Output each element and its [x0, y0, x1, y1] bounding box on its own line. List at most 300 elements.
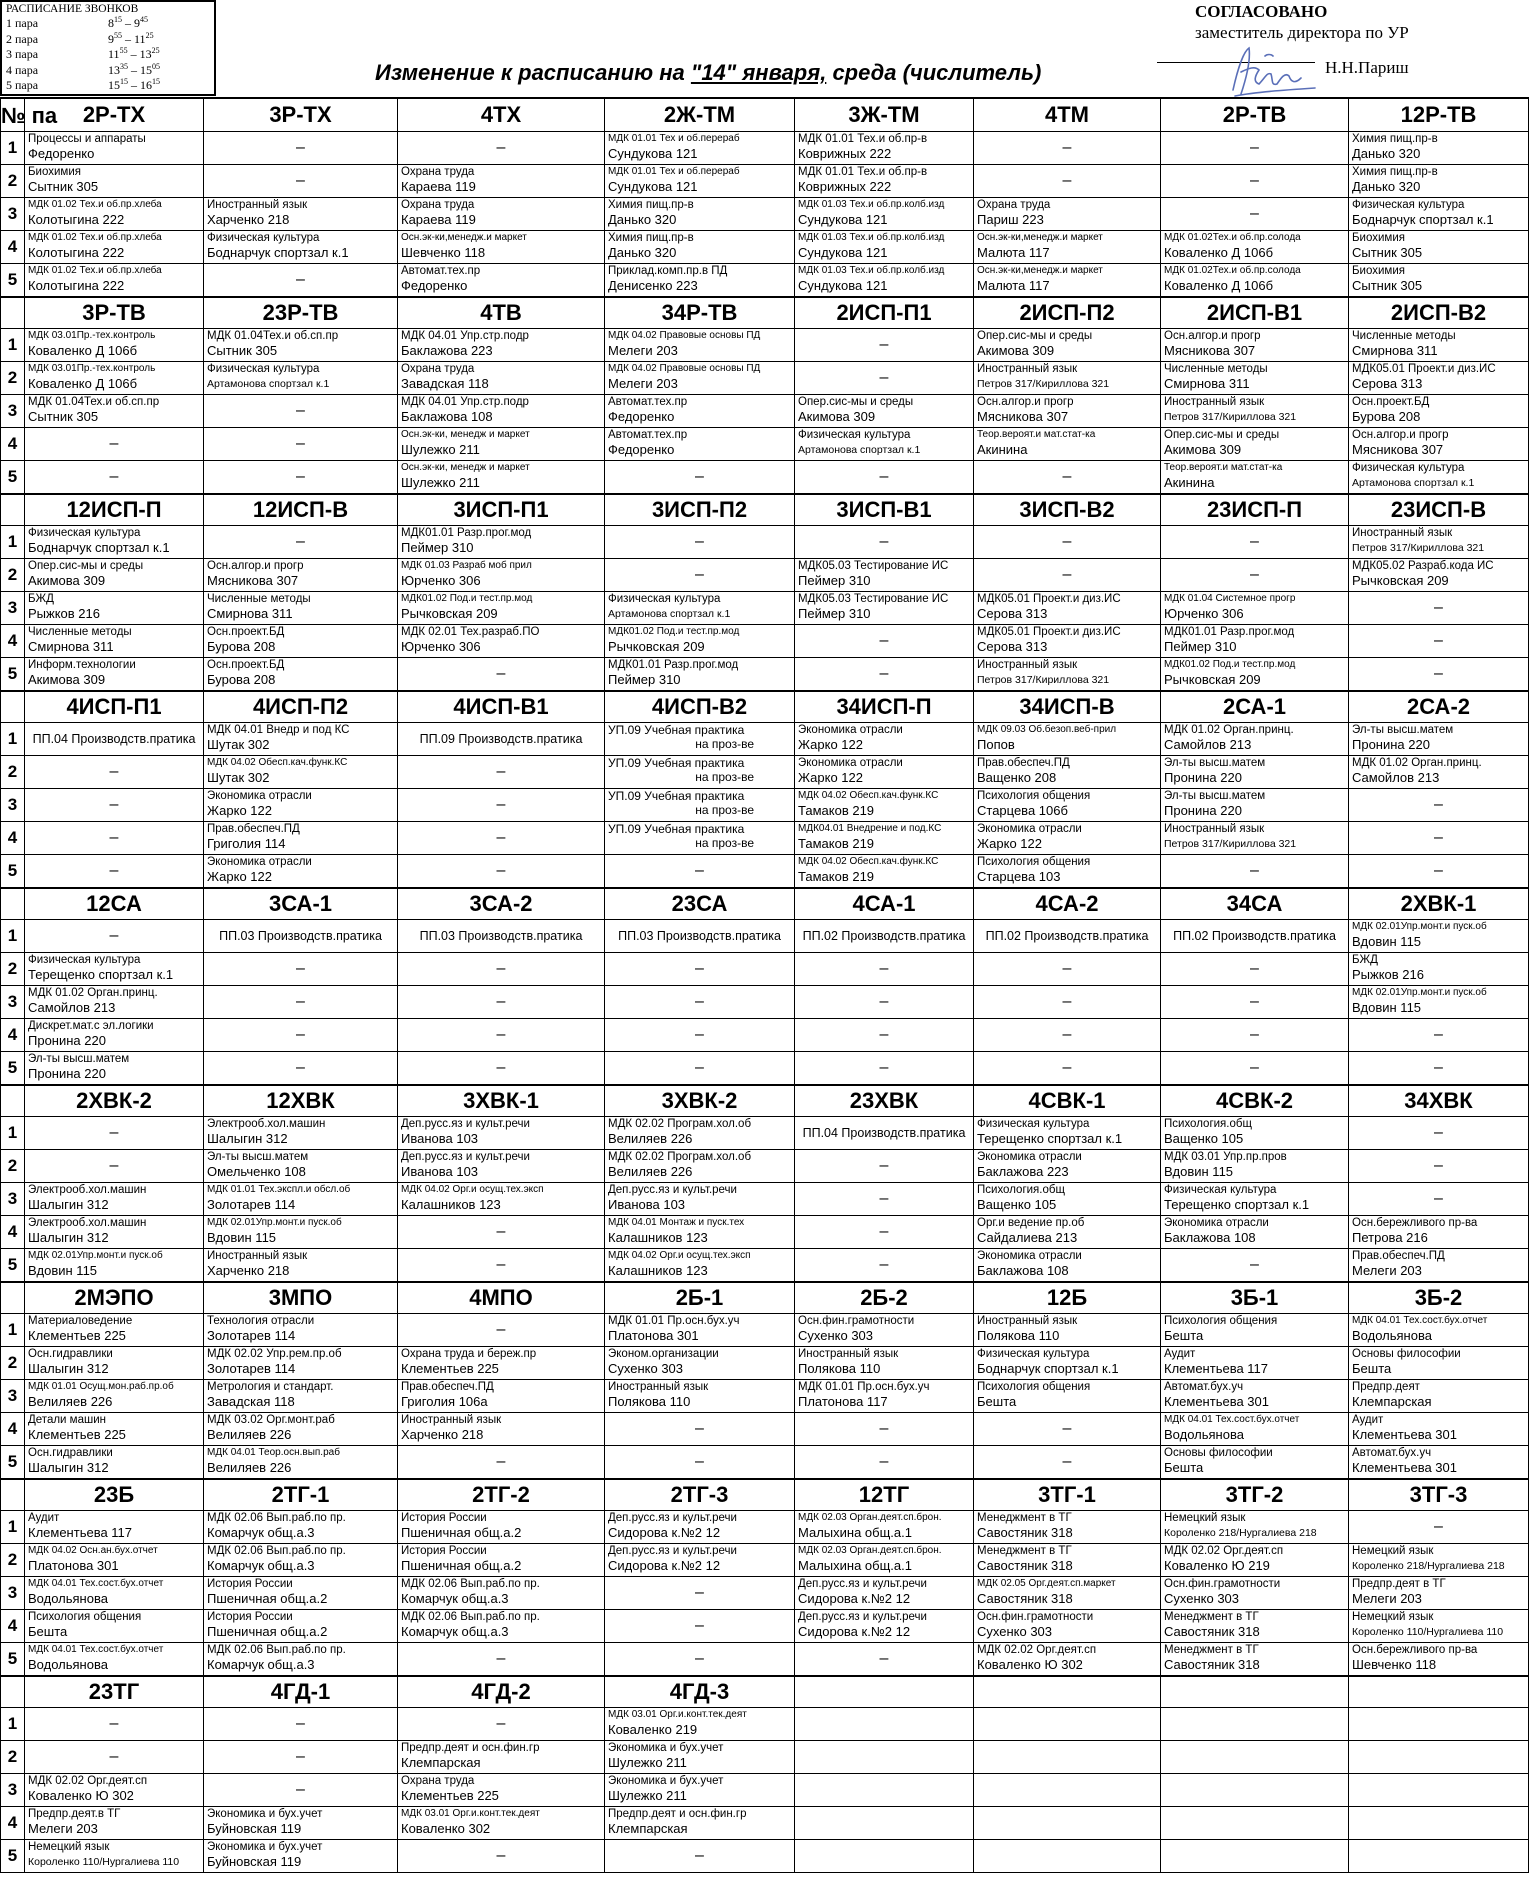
lesson-cell — [605, 231, 795, 264]
teacher-room: Сундукова 121 — [608, 179, 698, 194]
empty-dash: – — [1250, 960, 1259, 977]
practice-label: ПП.09 Производств.пратика — [419, 732, 583, 746]
teacher-room: Полякова 110 — [977, 1328, 1060, 1343]
group-name: 3Ж-ТМ — [795, 98, 974, 132]
teacher-room: Петрова 216 — [1352, 1230, 1428, 1245]
teacher-room: Вдовин 115 — [207, 1230, 277, 1245]
lesson-cell — [1161, 658, 1349, 691]
subject: МДК01.01 Разр.прог.мод — [1164, 626, 1295, 638]
group-name: 23ИСП-П — [1161, 494, 1349, 526]
teacher-room: Клемпарская — [401, 1755, 481, 1770]
subject: Менеджмент в ТГ — [977, 1545, 1072, 1557]
pair-number: 4 — [1, 428, 25, 461]
lesson-cell — [25, 953, 204, 986]
lesson-cell — [795, 461, 974, 494]
empty-dash: – — [695, 861, 704, 879]
subject: Экономика отрасли — [977, 1151, 1082, 1163]
lesson-cell — [795, 1183, 974, 1216]
bell-schedule — [0, 0, 216, 96]
lesson-cell — [204, 723, 398, 756]
lesson-cell — [1161, 1380, 1349, 1413]
lesson-cell — [204, 132, 398, 165]
group-name: 2Б-2 — [795, 1282, 974, 1314]
empty-dash: – — [879, 533, 889, 550]
lesson-cell — [605, 1150, 795, 1183]
lesson-cell — [1349, 1216, 1529, 1249]
subject: Биохимия — [1352, 265, 1405, 277]
teacher-room: Пронина 220 — [1164, 770, 1242, 785]
lesson-cell — [1161, 461, 1349, 494]
pair-number: 1 — [1, 1708, 25, 1741]
subject: Численные методы — [207, 593, 311, 605]
subject: Автомат.тех.пр — [401, 265, 481, 277]
group-name: 3ТГ-2 — [1161, 1479, 1349, 1511]
lesson-cell — [974, 1019, 1161, 1052]
lesson-row — [1, 264, 1529, 297]
row-number-header — [1, 297, 25, 329]
lesson-cell — [974, 625, 1161, 658]
lesson-cell — [605, 953, 795, 986]
subject: Охрана труда — [401, 363, 475, 375]
subject: Химия пищ.пр-в — [608, 232, 694, 244]
teacher-room: Терещенко спортзал к.1 — [1164, 1197, 1310, 1212]
teacher-room: Буйновская 119 — [207, 1821, 302, 1836]
teacher-room: Сидорова к.№2 12 — [608, 1525, 721, 1540]
teacher-room: Бурова 208 — [1352, 409, 1421, 424]
empty-dash: – — [109, 467, 119, 485]
teacher-room: Иванова 103 — [401, 1164, 479, 1179]
lesson-cell — [795, 1380, 974, 1413]
subject: История России — [207, 1578, 293, 1590]
group-name: 2ИСП-В2 — [1349, 297, 1529, 329]
lesson-cell — [795, 723, 974, 756]
subject: Физическая культура — [977, 1118, 1090, 1130]
teacher-room: Смирнова 311 — [1164, 376, 1250, 391]
lesson-cell — [204, 1643, 398, 1676]
pair-number: 5 — [1, 1249, 25, 1282]
teacher-room: Караева 119 — [401, 179, 476, 194]
lesson-cell — [1349, 264, 1529, 297]
lesson-cell — [1161, 1511, 1349, 1544]
lesson-cell — [25, 1183, 204, 1216]
teacher-room: Вдовин 115 — [1164, 1164, 1234, 1179]
group-name: 3СА-1 — [204, 888, 398, 920]
subject: Электрооб.хол.машин — [28, 1217, 147, 1229]
subject: Осн.фин.грамотности — [798, 1315, 915, 1327]
teacher-room: Тамаков 219 — [798, 836, 875, 851]
bell-start: 13 — [108, 62, 120, 77]
lesson-cell — [398, 1019, 605, 1052]
lesson-cell — [398, 1347, 605, 1380]
subject: МДК 04.01 Теор.осн.вып.раб — [207, 1447, 340, 1458]
teacher-room: Харченко 218 — [207, 212, 290, 227]
lesson-cell — [398, 1216, 605, 1249]
lesson-cell — [1161, 1347, 1349, 1380]
lesson-cell — [204, 625, 398, 658]
pair-number: 4 — [1, 1019, 25, 1052]
subject: МДК 01.03 Тех.и об.пр.колб.изд — [798, 199, 945, 210]
lesson-cell — [25, 920, 204, 953]
subject: Осн.эк-ки, менедж и маркет — [401, 429, 530, 440]
group-name: 34ИСП-П — [795, 691, 974, 723]
lesson-cell — [204, 1347, 398, 1380]
empty-dash: – — [695, 1649, 704, 1667]
teacher-room: Федоренко — [28, 146, 95, 161]
pair-number: 5 — [1, 855, 25, 888]
group-name: 3СА-2 — [398, 888, 605, 920]
empty-dash: – — [1434, 599, 1443, 616]
schedule-table — [0, 97, 1529, 1873]
bell-start: 8 — [108, 16, 114, 30]
teacher-room: Тамаков 219 — [798, 869, 875, 884]
empty-dash: – — [1250, 993, 1259, 1010]
empty-dash: – — [695, 1026, 704, 1043]
empty-dash: – — [879, 1649, 889, 1667]
lesson-cell — [1161, 1150, 1349, 1183]
teacher-room: Пронина 220 — [28, 1033, 106, 1048]
empty-dash: – — [879, 1157, 889, 1174]
lesson-cell — [25, 1511, 204, 1544]
empty-dash: – — [879, 1255, 889, 1273]
empty-dash: – — [296, 139, 305, 156]
lesson-cell — [795, 625, 974, 658]
teacher-room: Петров 317/Кириллова 321 — [1352, 542, 1485, 554]
empty-dash: – — [1434, 1124, 1443, 1141]
lesson-cell — [974, 1413, 1161, 1446]
lesson-cell — [974, 723, 1161, 756]
subject: МДК 01.01 Тех и об.перераб — [608, 133, 740, 144]
lesson-cell — [25, 592, 204, 625]
teacher-room: Коваленко 219 — [608, 1722, 698, 1737]
empty-dash: – — [496, 1223, 506, 1240]
lesson-cell — [204, 198, 398, 231]
teacher-room: Коваленко 302 — [401, 1821, 491, 1836]
subject: Психология общения — [977, 790, 1091, 802]
lesson-cell — [1161, 1840, 1349, 1873]
empty-dash: – — [496, 1649, 506, 1667]
subject: МДК 03.01 Орг.и.конт.тек.деят — [401, 1808, 540, 1819]
lesson-cell — [398, 1150, 605, 1183]
lesson-cell — [605, 264, 795, 297]
lesson-cell — [25, 395, 204, 428]
empty-dash: – — [1062, 172, 1072, 189]
empty-dash: – — [1434, 829, 1443, 846]
group-name: 3Б-1 — [1161, 1282, 1349, 1314]
subject: Теор.вероят.и мат.стат-ка — [1164, 462, 1283, 473]
lesson-row — [1, 1446, 1529, 1479]
empty-dash: – — [879, 664, 889, 682]
pair-number: 4 — [1, 625, 25, 658]
subject: Деп.русс.яз и культ.речи — [401, 1151, 530, 1163]
lesson-row — [1, 920, 1529, 953]
empty-dash: – — [1250, 139, 1259, 156]
empty-dash: – — [296, 270, 305, 288]
teacher-room: Боднарчук спортзал к.1 — [207, 245, 349, 260]
group-header-row — [1, 297, 1529, 329]
empty-dash: – — [1434, 1026, 1443, 1043]
lesson-cell — [25, 165, 204, 198]
empty-dash: – — [695, 1584, 704, 1601]
empty-dash: – — [879, 1420, 889, 1437]
lesson-cell — [605, 1314, 795, 1347]
teacher-room: Коврижных 222 — [798, 179, 892, 194]
subject: Автомат.бух.уч — [1352, 1447, 1432, 1459]
lesson-cell — [204, 1741, 398, 1774]
lesson-cell — [1161, 625, 1349, 658]
teacher-room: Сытник 305 — [28, 179, 99, 194]
subject: Опер.сис-мы и среды — [798, 396, 914, 408]
teacher-room: Золотарев 114 — [207, 1197, 296, 1212]
empty-dash: – — [1062, 566, 1072, 583]
lesson-row — [1, 1643, 1529, 1676]
approver-name: Н.Н.Париш — [1325, 58, 1409, 77]
lesson-cell — [1161, 559, 1349, 592]
lesson-cell — [204, 789, 398, 822]
group-name — [1161, 1676, 1349, 1708]
lesson-cell — [974, 1577, 1161, 1610]
lesson-cell — [974, 329, 1161, 362]
teacher-room: Калашников 123 — [401, 1197, 501, 1212]
lesson-cell — [605, 592, 795, 625]
lesson-cell — [1161, 395, 1349, 428]
pair-number: 2 — [1, 1741, 25, 1774]
empty-dash: – — [1062, 139, 1072, 156]
teacher-room: Мелеги 203 — [1352, 1591, 1422, 1606]
lesson-cell — [1161, 1774, 1349, 1807]
subject: Экономика отрасли — [798, 757, 903, 769]
lesson-row — [1, 658, 1529, 691]
lesson-cell — [1161, 953, 1349, 986]
lesson-cell — [605, 920, 795, 953]
lesson-cell — [25, 559, 204, 592]
subject: Опер.сис-мы и среды — [977, 330, 1093, 342]
teacher-room: Старцева 106б — [977, 803, 1068, 818]
teacher-room: Федоренко — [401, 278, 468, 293]
pair-number: 3 — [1, 986, 25, 1019]
lesson-cell — [1349, 165, 1529, 198]
lesson-cell — [974, 1117, 1161, 1150]
lesson-cell — [25, 1610, 204, 1643]
lesson-cell — [398, 1643, 605, 1676]
subject: Автомат.бух.уч — [1164, 1381, 1244, 1393]
lesson-cell — [974, 461, 1161, 494]
subject: МДК 04.02 Правовые основы ПД — [608, 330, 761, 341]
lesson-cell — [974, 231, 1161, 264]
teacher-room: Баклажова 223 — [977, 1164, 1069, 1179]
empty-dash: – — [296, 1026, 305, 1043]
lesson-cell — [398, 264, 605, 297]
lesson-cell — [204, 592, 398, 625]
teacher-room: Короленко 218/Нургалиева 218 — [1164, 1527, 1317, 1539]
teacher-room: Савостяник 318 — [1164, 1624, 1260, 1639]
lesson-cell — [605, 625, 795, 658]
empty-dash: – — [879, 1223, 889, 1240]
subject: Биохимия — [1352, 232, 1405, 244]
subject: Осн.эк-ки,менедж.и маркет — [401, 232, 527, 243]
lesson-cell — [398, 526, 605, 559]
teacher-room: Комарчук общ.а.3 — [207, 1657, 315, 1672]
lesson-cell — [795, 395, 974, 428]
pair-number: 2 — [1, 1544, 25, 1577]
bell-pair: 2 пара — [6, 31, 39, 46]
group-name: 3ХВК-2 — [605, 1085, 795, 1117]
teacher-room: Жарко 122 — [798, 770, 863, 785]
teacher-room: Ващенко 105 — [977, 1197, 1057, 1212]
empty-dash: – — [1250, 566, 1259, 583]
teacher-room: Григолия 114 — [207, 836, 286, 851]
lesson-cell — [398, 198, 605, 231]
subject: МДК 02.06 Вып.раб.по пр. — [401, 1578, 540, 1590]
teacher-room: Комарчук общ.а.3 — [207, 1525, 315, 1540]
subject: МДК 02.06 Вып.раб.по пр. — [207, 1644, 346, 1656]
group-name: 4ТХ — [398, 98, 605, 132]
lesson-cell — [795, 1052, 974, 1085]
row-number-header — [1, 1085, 25, 1117]
group-header-row — [1, 494, 1529, 526]
lesson-cell — [1349, 1807, 1529, 1840]
lesson-cell — [795, 658, 974, 691]
lesson-cell — [974, 1840, 1161, 1873]
lesson-cell — [25, 1577, 204, 1610]
empty-dash: – — [296, 533, 305, 550]
lesson-cell — [974, 526, 1161, 559]
pair-number: 5 — [1, 1446, 25, 1479]
lesson-cell — [204, 1511, 398, 1544]
group-name: 4ГД-3 — [605, 1676, 795, 1708]
subject: Опер.сис-мы и среды — [28, 560, 144, 572]
lesson-cell — [25, 855, 204, 888]
lesson-cell — [605, 1774, 795, 1807]
subject: Осн.эк-ки,менедж.и маркет — [977, 265, 1103, 276]
teacher-room: Коврижных 222 — [798, 146, 892, 161]
subject: Детали машин — [28, 1414, 106, 1426]
lesson-cell — [605, 559, 795, 592]
empty-dash: – — [109, 1748, 119, 1765]
teacher-room: Жарко 122 — [798, 737, 863, 752]
empty-dash: – — [296, 1715, 305, 1732]
group-header-row — [1, 691, 1529, 723]
subject: Материаловедение — [28, 1315, 133, 1327]
subject: Электрооб.хол.машин — [28, 1184, 147, 1196]
teacher-room: Старцева 103 — [977, 869, 1061, 884]
lesson-cell — [204, 822, 398, 855]
subject: Физическая культура — [207, 363, 320, 375]
teacher-room: Шалыгин 312 — [28, 1361, 109, 1376]
lesson-cell — [1161, 526, 1349, 559]
pair-number: 3 — [1, 1380, 25, 1413]
bell-schedule-title: РАСПИСАНИЕ ЗВОНКОВ — [6, 3, 139, 15]
lesson-cell — [398, 1708, 605, 1741]
lesson-row — [1, 1413, 1529, 1446]
lesson-row — [1, 1150, 1529, 1183]
subject: МДК 01.01 Осущ.мон.раб.пр.об — [28, 1381, 174, 1392]
teacher-room: Боднарчук спортзал к.1 — [1352, 212, 1494, 227]
teacher-room: Полякова 110 — [608, 1394, 691, 1409]
lesson-cell — [795, 1774, 974, 1807]
lesson-cell — [1349, 1150, 1529, 1183]
empty-dash: – — [879, 632, 889, 649]
bell-end-min: 15 — [152, 77, 160, 86]
empty-dash: – — [695, 993, 704, 1010]
pair-number: 2 — [1, 362, 25, 395]
group-header-row — [1, 888, 1529, 920]
subject: МДК 01.04Тех.и об.сп.пр — [207, 330, 339, 342]
lesson-cell — [204, 329, 398, 362]
subject: МДК05.01 Проект.и диз.ИС — [977, 593, 1121, 605]
subject: МДК 02.01Упр.монт.и пуск.об — [1352, 987, 1487, 998]
teacher-room: Коваленко Ю 302 — [977, 1657, 1083, 1672]
subject: Физическая культура — [1352, 199, 1465, 211]
subject: МДК 04.02 Орг.и осущ.тех.эксп — [401, 1184, 544, 1195]
group-name: 4ИСП-В2 — [605, 691, 795, 723]
empty-dash: – — [109, 1124, 119, 1141]
lesson-cell — [398, 1052, 605, 1085]
empty-dash: – — [296, 435, 305, 452]
empty-dash: – — [109, 763, 119, 780]
bell-end-min: 25 — [151, 46, 160, 55]
lesson-cell — [398, 953, 605, 986]
subject: Физическая культура — [608, 593, 721, 605]
teacher-room: Акимова 309 — [1164, 442, 1242, 457]
lesson-cell — [1161, 1741, 1349, 1774]
group-name: 2ИСП-В1 — [1161, 297, 1349, 329]
teacher-room: Ващенко 208 — [977, 770, 1057, 785]
lesson-cell — [795, 1314, 974, 1347]
subject: Менеджмент в ТГ — [1164, 1611, 1259, 1623]
lesson-cell — [795, 1446, 974, 1479]
subject: Предпр.деят.в ТГ — [28, 1808, 121, 1820]
lesson-cell — [204, 1708, 398, 1741]
lesson-cell — [204, 1150, 398, 1183]
teacher-room: Мелеги 203 — [608, 343, 678, 358]
teacher-room: Караева 119 — [401, 212, 476, 227]
subject: Немецкий язык — [1352, 1545, 1434, 1557]
teacher-room: Платонова 117 — [798, 1394, 888, 1409]
teacher-room: Шулежко 211 — [608, 1788, 687, 1803]
bell-time: $13^{35} - 15^{05}$ — [108, 61, 160, 77]
teacher-room: Бешта — [1164, 1460, 1204, 1475]
subject: Охрана труда и береж.пр — [401, 1348, 537, 1360]
empty-dash: – — [296, 1781, 305, 1798]
teacher-room: Савостяник 318 — [977, 1525, 1073, 1540]
lesson-cell — [974, 395, 1161, 428]
lesson-cell — [398, 1774, 605, 1807]
group-header-row — [1, 1282, 1529, 1314]
lesson-row — [1, 329, 1529, 362]
teacher-room: Серова 313 — [1352, 376, 1423, 391]
teacher-room: Буйновская 119 — [207, 1854, 302, 1869]
pair-number: 3 — [1, 1183, 25, 1216]
subject: МДК 01.02 Тех.и об.пр.хлеба — [28, 265, 162, 276]
subject: Экономика отрасли — [1164, 1217, 1269, 1229]
subject: История России — [401, 1545, 487, 1557]
teacher-room: Сухенко 303 — [1164, 1591, 1240, 1606]
subject: Иностранный язык — [1352, 527, 1453, 539]
lesson-cell — [1349, 953, 1529, 986]
group-name: 4ТВ — [398, 297, 605, 329]
empty-dash: – — [496, 664, 506, 682]
lesson-cell — [974, 1511, 1161, 1544]
subject: Иностранный язык — [798, 1348, 899, 1360]
subject: Эл-ты высш.матем — [28, 1053, 130, 1065]
subject: МДК 01.02Тех.и об.пр.солода — [1164, 232, 1301, 243]
empty-dash: – — [1062, 467, 1072, 485]
lesson-cell — [974, 1183, 1161, 1216]
teacher-room: Шевченко 118 — [401, 245, 486, 260]
lesson-cell — [1161, 1610, 1349, 1643]
lesson-cell — [795, 329, 974, 362]
row-number-header — [1, 1282, 25, 1314]
